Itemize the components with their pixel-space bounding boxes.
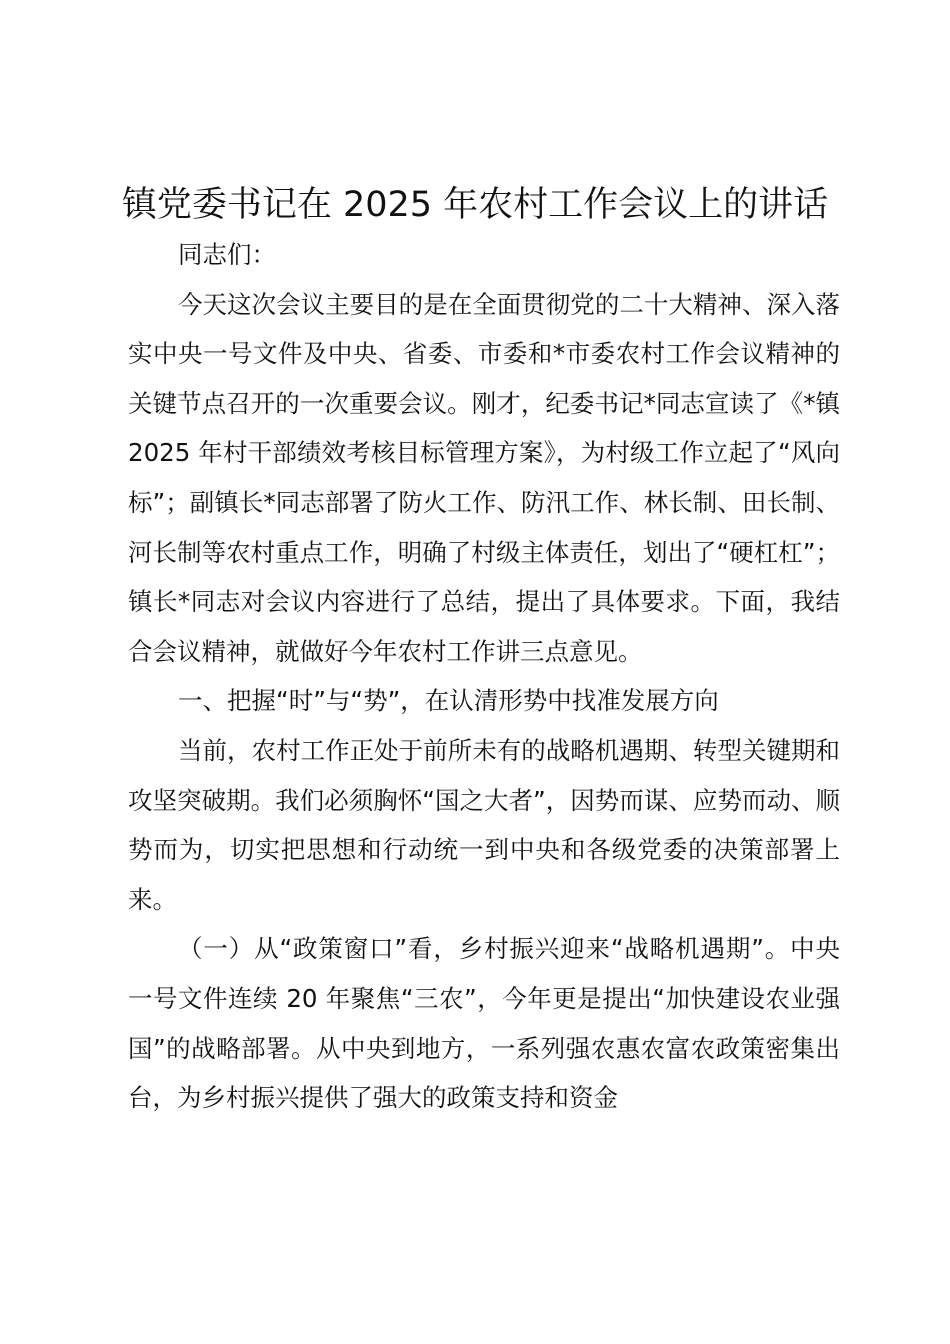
document-title: 镇党委书记在 2025 年农村工作会议上的讲话	[121, 185, 829, 225]
paragraph-policy-window: （一）从“政策窗口”看，乡村振兴迎来“战略机遇期”。中央一号文件连续 20 年聚焦“三农”，今年更是提出“加快建设农业强国”的战略部署。从中央到地方，一系列强农惠农富农政策密集出台，为乡村振兴提供了强大的政策支持和资金	[128, 934, 840, 1113]
paragraph-situation: 当前，农村工作正处于前所未有的战略机遇期、转型关键期和攻坚突破期。我们必须胸怀“国之大者”，因势而谋、应势而动、顺势而为，切实把思想和行动统一到中央和各级党委的决策部署上来。	[128, 735, 840, 914]
paragraph-intro: 今天这次会议主要目的是在全面贯彻党的二十大精神、深入落实中央一号文件及中央、省委、市委和*市委农村工作会议精神的关键节点召开的一次重要会议。刚才，纪委书记*同志宣读了《*镇 2025 年村干部绩效考核目标管理方案》，为村级工作立起了“风向标”；副镇长*同志部署了防火工作、防汛工作、林长制、田长制、河长制等农村重点工作，明确了村级主体责任，划出了“硬杠杠”；镇长*同志对会议内容进行了总结，提出了具体要求。下面，我结合会议精神，就做好今年农村工作讲三点意见。	[128, 289, 840, 666]
salutation: 同志们：	[178, 240, 276, 269]
document-body	[128, 230, 840, 1123]
section-heading-1: 一、把握“时”与“势”，在认清形势中找准发展方向	[178, 686, 719, 716]
